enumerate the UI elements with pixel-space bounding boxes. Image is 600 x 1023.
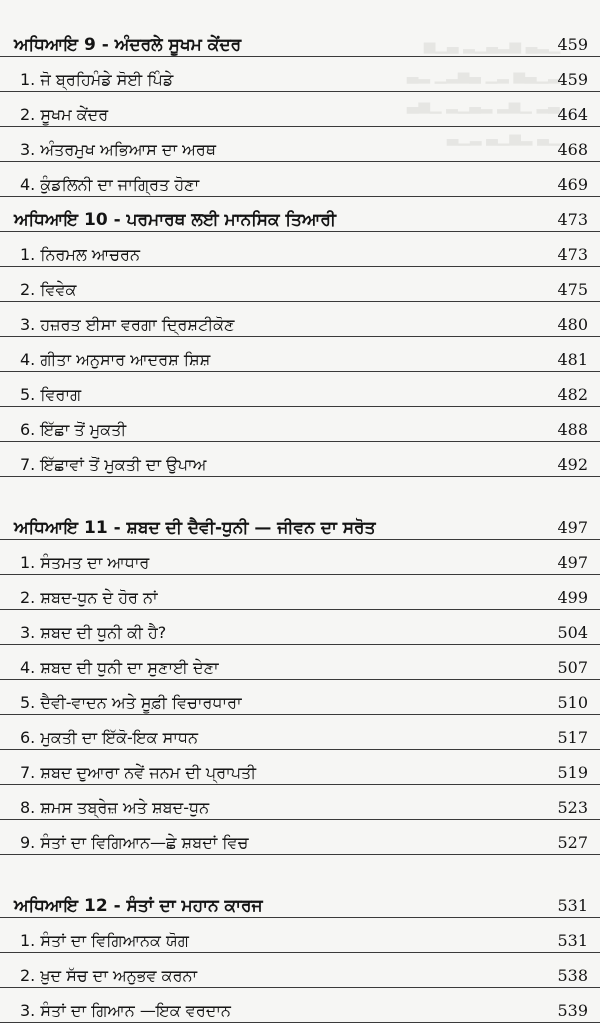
entry-title: 5. ਵਿਰਾਗ [20, 385, 82, 404]
entry-page-number: 482 [557, 385, 588, 404]
entry-page-number: 517 [557, 728, 588, 747]
entry-page-number: 469 [557, 175, 588, 194]
toc-entry[interactable] [0, 785, 600, 820]
entry-page-number: 499 [557, 588, 588, 607]
chapter-12 [0, 883, 600, 1023]
toc-entry[interactable] [0, 232, 600, 267]
bleed-through-text: ▁▂▃ ▅▂▃▁▂ ▃▁▅ [423, 36, 560, 54]
entry-page-number: 497 [557, 553, 588, 572]
chapter-11 [0, 505, 600, 855]
entry-page-number: 504 [557, 623, 588, 642]
toc-entry[interactable] [0, 918, 600, 953]
table-of-contents [0, 22, 600, 1023]
chapter-9 [0, 22, 600, 197]
toc-entry[interactable] [0, 407, 600, 442]
toc-entry[interactable] [0, 540, 600, 575]
toc-entry[interactable] [0, 750, 600, 785]
bleed-through-text: ▁▃ ▂▅▁▃ ▂▁▃ [446, 128, 560, 146]
entry-title: 1. ਸੰਤਾਂ ਦਾ ਵਿਗਿਆਨਕ ਯੋਗ [20, 931, 189, 950]
section-spacer [0, 855, 600, 883]
entry-title: 1. ਨਿਰਮਲ ਆਚਰਨ [20, 245, 140, 264]
entry-title: 4. ਕੁੰਡਲਿਨੀ ਦਾ ਜਾਗ੍ਰਿਤ ਹੋਣਾ [20, 175, 200, 194]
toc-entry[interactable] [0, 953, 600, 988]
chapter-page-number: 497 [557, 518, 588, 537]
entry-title: 1. ਜੋ ਬ੍ਰਹਿਮੰਡੇ ਸੋਈ ਪਿੰਡੇ [20, 70, 174, 89]
entry-title: 4. ਗੀਤਾ ਅਨੁਸਾਰ ਆਦਰਸ਼ ਸ਼ਿਸ਼ [20, 350, 211, 369]
toc-entry[interactable] [0, 302, 600, 337]
toc-entry[interactable] [0, 442, 600, 477]
entry-page-number: 539 [557, 1001, 588, 1020]
chapter-title: ਅਧਿਆਇ 10 - ਪਰਮਾਰਥ ਲਈ ਮਾਨਸਿਕ ਤਿਆਰੀ [14, 210, 337, 230]
entry-page-number: 492 [557, 455, 588, 474]
toc-entry[interactable] [0, 820, 600, 855]
toc-entry[interactable] [0, 127, 600, 162]
toc-entry[interactable] [0, 988, 600, 1023]
chapter-heading[interactable] [0, 22, 600, 57]
entry-title: 2. ਵਿਵੇਕ [20, 280, 77, 299]
entry-title: 3. ਸੰਤਾਂ ਦਾ ਗਿਆਨ —ਇਕ ਵਰਦਾਨ [20, 1001, 231, 1020]
entry-page-number: 510 [557, 693, 588, 712]
toc-entry[interactable] [0, 715, 600, 750]
entry-title: 4. ਸ਼ਬਦ ਦੀ ਧੁਨੀ ਦਾ ਸੁਣਾਈ ਦੇਣਾ [20, 658, 219, 677]
entry-page-number: 473 [557, 245, 588, 264]
toc-entry[interactable] [0, 575, 600, 610]
toc-entry[interactable] [0, 267, 600, 302]
chapter-heading[interactable] [0, 883, 600, 918]
entry-title: 5. ਦੈਵੀ-ਵਾਦਨ ਅਤੇ ਸੂਫ਼ੀ ਵਿਚਾਰਧਾਰਾ [20, 693, 242, 712]
entry-page-number: 527 [557, 833, 588, 852]
entry-page-number: 531 [557, 931, 588, 950]
chapter-page-number: 531 [557, 896, 588, 915]
entry-title: 6. ਮੁਕਤੀ ਦਾ ਇੱਕੋ-ਇਕ ਸਾਧਨ [20, 728, 198, 747]
chapter-10 [0, 197, 600, 477]
entry-title: 8. ਸ਼ਮਸ ਤਬ੍ਰੇਜ਼ ਅਤੇ ਸ਼ਬਦ-ਧੁਨ [20, 798, 210, 817]
toc-entry[interactable] [0, 57, 600, 92]
entry-page-number: 488 [557, 420, 588, 439]
entry-page-number: 523 [557, 798, 588, 817]
entry-page-number: 538 [557, 966, 588, 985]
entry-title: 2. ਸ਼ਬਦ-ਧੁਨ ਦੇ ਹੋਰ ਨਾਂ [20, 588, 158, 607]
entry-title: 3. ਅੰਤਰਮੁਖ ਅਭਿਆਸ ਦਾ ਅਰਥ [20, 140, 216, 159]
entry-page-number: 475 [557, 280, 588, 299]
entry-title: 2. ਸੂਖਮ ਕੇਂਦਰ [20, 105, 109, 124]
entry-page-number: 459 [557, 70, 588, 89]
toc-entry[interactable] [0, 337, 600, 372]
chapter-heading[interactable] [0, 197, 600, 232]
toc-entry[interactable] [0, 372, 600, 407]
entry-page-number: 481 [557, 350, 588, 369]
entry-title: 3. ਸ਼ਬਦ ਦੀ ਧੁਨੀ ਕੀ ਹੈ? [20, 623, 167, 642]
toc-entry[interactable] [0, 162, 600, 197]
chapter-heading[interactable] [0, 505, 600, 540]
entry-page-number: 480 [557, 315, 588, 334]
toc-entry[interactable] [0, 92, 600, 127]
chapter-page-number: 459 [557, 35, 588, 54]
entry-page-number: 464 [557, 105, 588, 124]
entry-title: 2. ਖ਼ੁਦ ਸੱਚ ਦਾ ਅਨੁਭਵ ਕਰਨਾ [20, 966, 198, 985]
entry-title: 3. ਹਜ਼ਰਤ ਈਸਾ ਵਰਗਾ ਦ੍ਰਿਸ਼ਟੀਕੋਣ [20, 315, 235, 334]
entry-title: 9. ਸੰਤਾਂ ਦਾ ਵਿਗਿਆਨ—ਛੇ ਸ਼ਬਦਾਂ ਵਿਚ [20, 833, 249, 852]
chapter-page-number: 473 [557, 210, 588, 229]
chapter-title: ਅਧਿਆਇ 9 - ਅੰਦਰਲੇ ਸੂਖਮ ਕੇਂਦਰ [14, 35, 242, 55]
entry-title: 6. ਇੱਛਾ ਤੋਂ ਮੁਕਤੀ [20, 420, 127, 439]
bleed-through-text: ▃▂ ▁▅▂ ▂▃▁▂ ▁▅▃ [407, 96, 560, 114]
bleed-through-text: ▂▁▃▅ ▂▁ ▃▅▂▁ ▂▃ [407, 66, 560, 84]
entry-page-number: 468 [557, 140, 588, 159]
entry-title: 7. ਇੱਛਾਵਾਂ ਤੋਂ ਮੁਕਤੀ ਦਾ ਉਪਾਅ [20, 455, 207, 474]
entry-title: 7. ਸ਼ਬਦ ਦੁਆਰਾ ਨਵੇਂ ਜਨਮ ਦੀ ਪ੍ਰਾਪਤੀ [20, 763, 257, 782]
entry-title: 1. ਸੰਤਮਤ ਦਾ ਆਧਾਰ [20, 553, 150, 572]
entry-page-number: 519 [557, 763, 588, 782]
entry-page-number: 507 [557, 658, 588, 677]
toc-entry[interactable] [0, 645, 600, 680]
chapter-title: ਅਧਿਆਇ 11 - ਸ਼ਬਦ ਦੀ ਦੈਵੀ-ਧੁਨੀ — ਜੀਵਨ ਦਾ ਸਰੋਤ [14, 518, 376, 538]
section-spacer [0, 477, 600, 505]
chapter-title: ਅਧਿਆਇ 12 - ਸੰਤਾਂ ਦਾ ਮਹਾਨ ਕਾਰਜ [14, 896, 263, 916]
toc-entry[interactable] [0, 680, 600, 715]
toc-entry[interactable] [0, 610, 600, 645]
